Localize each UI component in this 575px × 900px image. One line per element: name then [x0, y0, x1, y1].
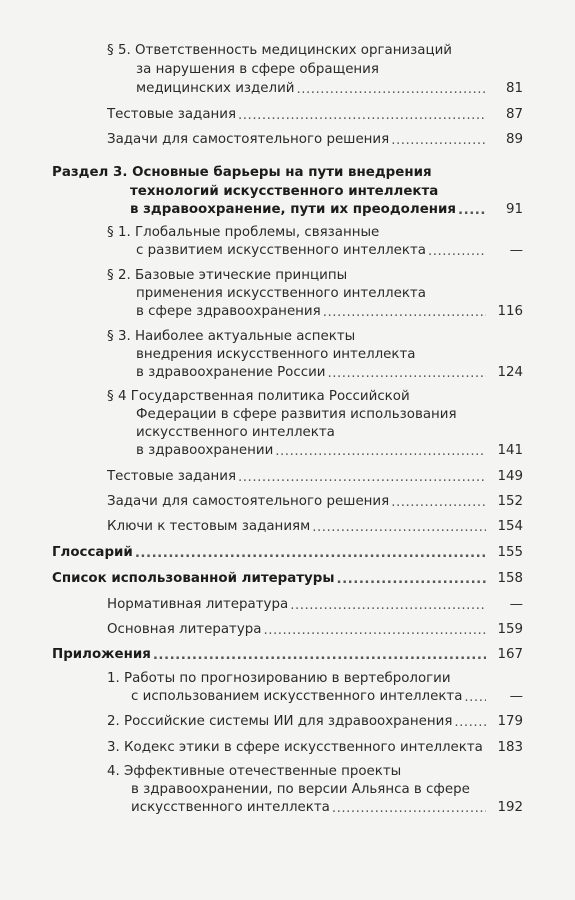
toc-entry-app2-page: 179: [497, 714, 523, 729]
toc-entry-tests2[interactable]: Тестовые задания .....: [107, 468, 486, 485]
toc-entry-app3[interactable]: 3. Кодекс этики в сфере искусственного интеллекта .....: [107, 739, 486, 756]
toc-entry-app1-page: —: [509, 689, 523, 704]
toc-entry-s34-line-1: § 4 Государственная политика Российской: [107, 389, 410, 404]
toc-entry-s5-page: 81: [505, 81, 523, 96]
toc-entry-app4-page: 192: [497, 800, 523, 815]
toc-entry-tests1[interactable]: Тестовые задания .....: [107, 106, 486, 123]
toc-entry-appendices[interactable]: Приложения .....: [52, 646, 486, 663]
toc-entry-references-page: 158: [497, 571, 523, 586]
toc-entry-tasks1[interactable]: Задачи для самостоятельного решения .....: [107, 131, 486, 148]
toc-entry-tests1-page: 87: [505, 107, 523, 122]
toc-entry-tasks1-page: 89: [505, 132, 523, 147]
toc-entry-glossary-page: 155: [497, 545, 523, 560]
toc-entry-s5-line-2: за нарушения в сфере обращения: [136, 62, 379, 77]
toc-entry-s34-line-2: Федерации в сфере развития использования: [136, 407, 457, 422]
toc-entry-s33-line-2: внедрения искусственного интеллекта: [136, 347, 416, 362]
toc-entry-s31-page: —: [509, 243, 523, 258]
toc-entry-app4-line-3[interactable]: искусственного интеллекта .....: [131, 799, 486, 816]
toc-entry-main-literature[interactable]: Основная литература .....: [107, 621, 486, 638]
toc-entry-app4-line-1: 4. Эффективные отечественные проекты: [107, 764, 402, 779]
toc-entry-keys-page: 154: [497, 519, 523, 534]
toc-entry-s5-line-3[interactable]: медицинских изделий .....: [136, 80, 486, 97]
toc-entry-s5-line-1: § 5. Ответственность медицинских организаций: [107, 43, 453, 58]
toc-entry-tasks2-page: 152: [497, 494, 523, 509]
toc-entry-app1-line-2[interactable]: с использованием искусственного интеллекта .....: [131, 688, 486, 705]
toc-entry-s32-line-1: § 2. Базовые этические принципы: [107, 268, 348, 283]
toc-entry-s34-page: 141: [497, 443, 523, 458]
toc-entry-references[interactable]: Список использованной литературы .....: [52, 570, 486, 587]
toc-entry-sec3-page: 91: [505, 202, 523, 217]
toc-entry-main-literature-page: 159: [497, 622, 523, 637]
toc-entry-s33-line-1: § 3. Наиболее актуальные аспекты: [107, 329, 356, 344]
toc-entry-app1-line-1: 1. Работы по прогнозированию в вертебрологии: [107, 671, 451, 686]
toc-entry-app3-page: 183: [497, 740, 523, 755]
toc-entry-s31-line-1: § 1. Глобальные проблемы, связанные: [107, 225, 380, 240]
toc-entry-appendices-page: 167: [497, 647, 523, 662]
toc-entry-tests2-page: 149: [497, 469, 523, 484]
toc-entry-s32-line-3[interactable]: в сфере здравоохранения .....: [136, 303, 486, 320]
toc-entry-sec3-line-3[interactable]: в здравоохранение, пути их преодоления .....: [130, 201, 486, 218]
toc-entry-s34-line-3: искусственного интеллекта: [136, 425, 335, 440]
toc-entry-s32-page: 116: [497, 304, 523, 319]
toc-entry-app2[interactable]: 2. Российские системы ИИ для здравоохранения .....: [107, 713, 486, 730]
toc-entry-s31-line-2[interactable]: с развитием искусственного интеллекта .....: [136, 242, 486, 259]
toc-entry-s33-page: 124: [497, 365, 523, 380]
toc-entry-s32-line-2: применения искусственного интеллекта: [136, 286, 426, 301]
toc-entry-glossary[interactable]: Глоссарий .....: [52, 544, 486, 561]
toc-entry-s34-line-4[interactable]: в здравоохранении .....: [136, 442, 486, 459]
toc-entry-app4-line-2: в здравоохранении, по версии Альянса в сфере: [131, 782, 470, 797]
toc-entry-normative-page: —: [509, 597, 523, 612]
toc-entry-keys[interactable]: Ключи к тестовым заданиям .....: [107, 518, 486, 535]
toc-entry-s33-line-3[interactable]: в здравоохранение России .....: [136, 364, 486, 381]
toc-entry-sec3-line-2: технологий искусственного интеллекта: [130, 184, 439, 199]
toc-entry-sec3-line-1: Раздел 3. Основные барьеры на пути внедрения: [52, 165, 432, 180]
toc-entry-normative[interactable]: Нормативная литература .....: [107, 596, 486, 613]
toc-entry-tasks2[interactable]: Задачи для самостоятельного решения .....: [107, 493, 486, 510]
